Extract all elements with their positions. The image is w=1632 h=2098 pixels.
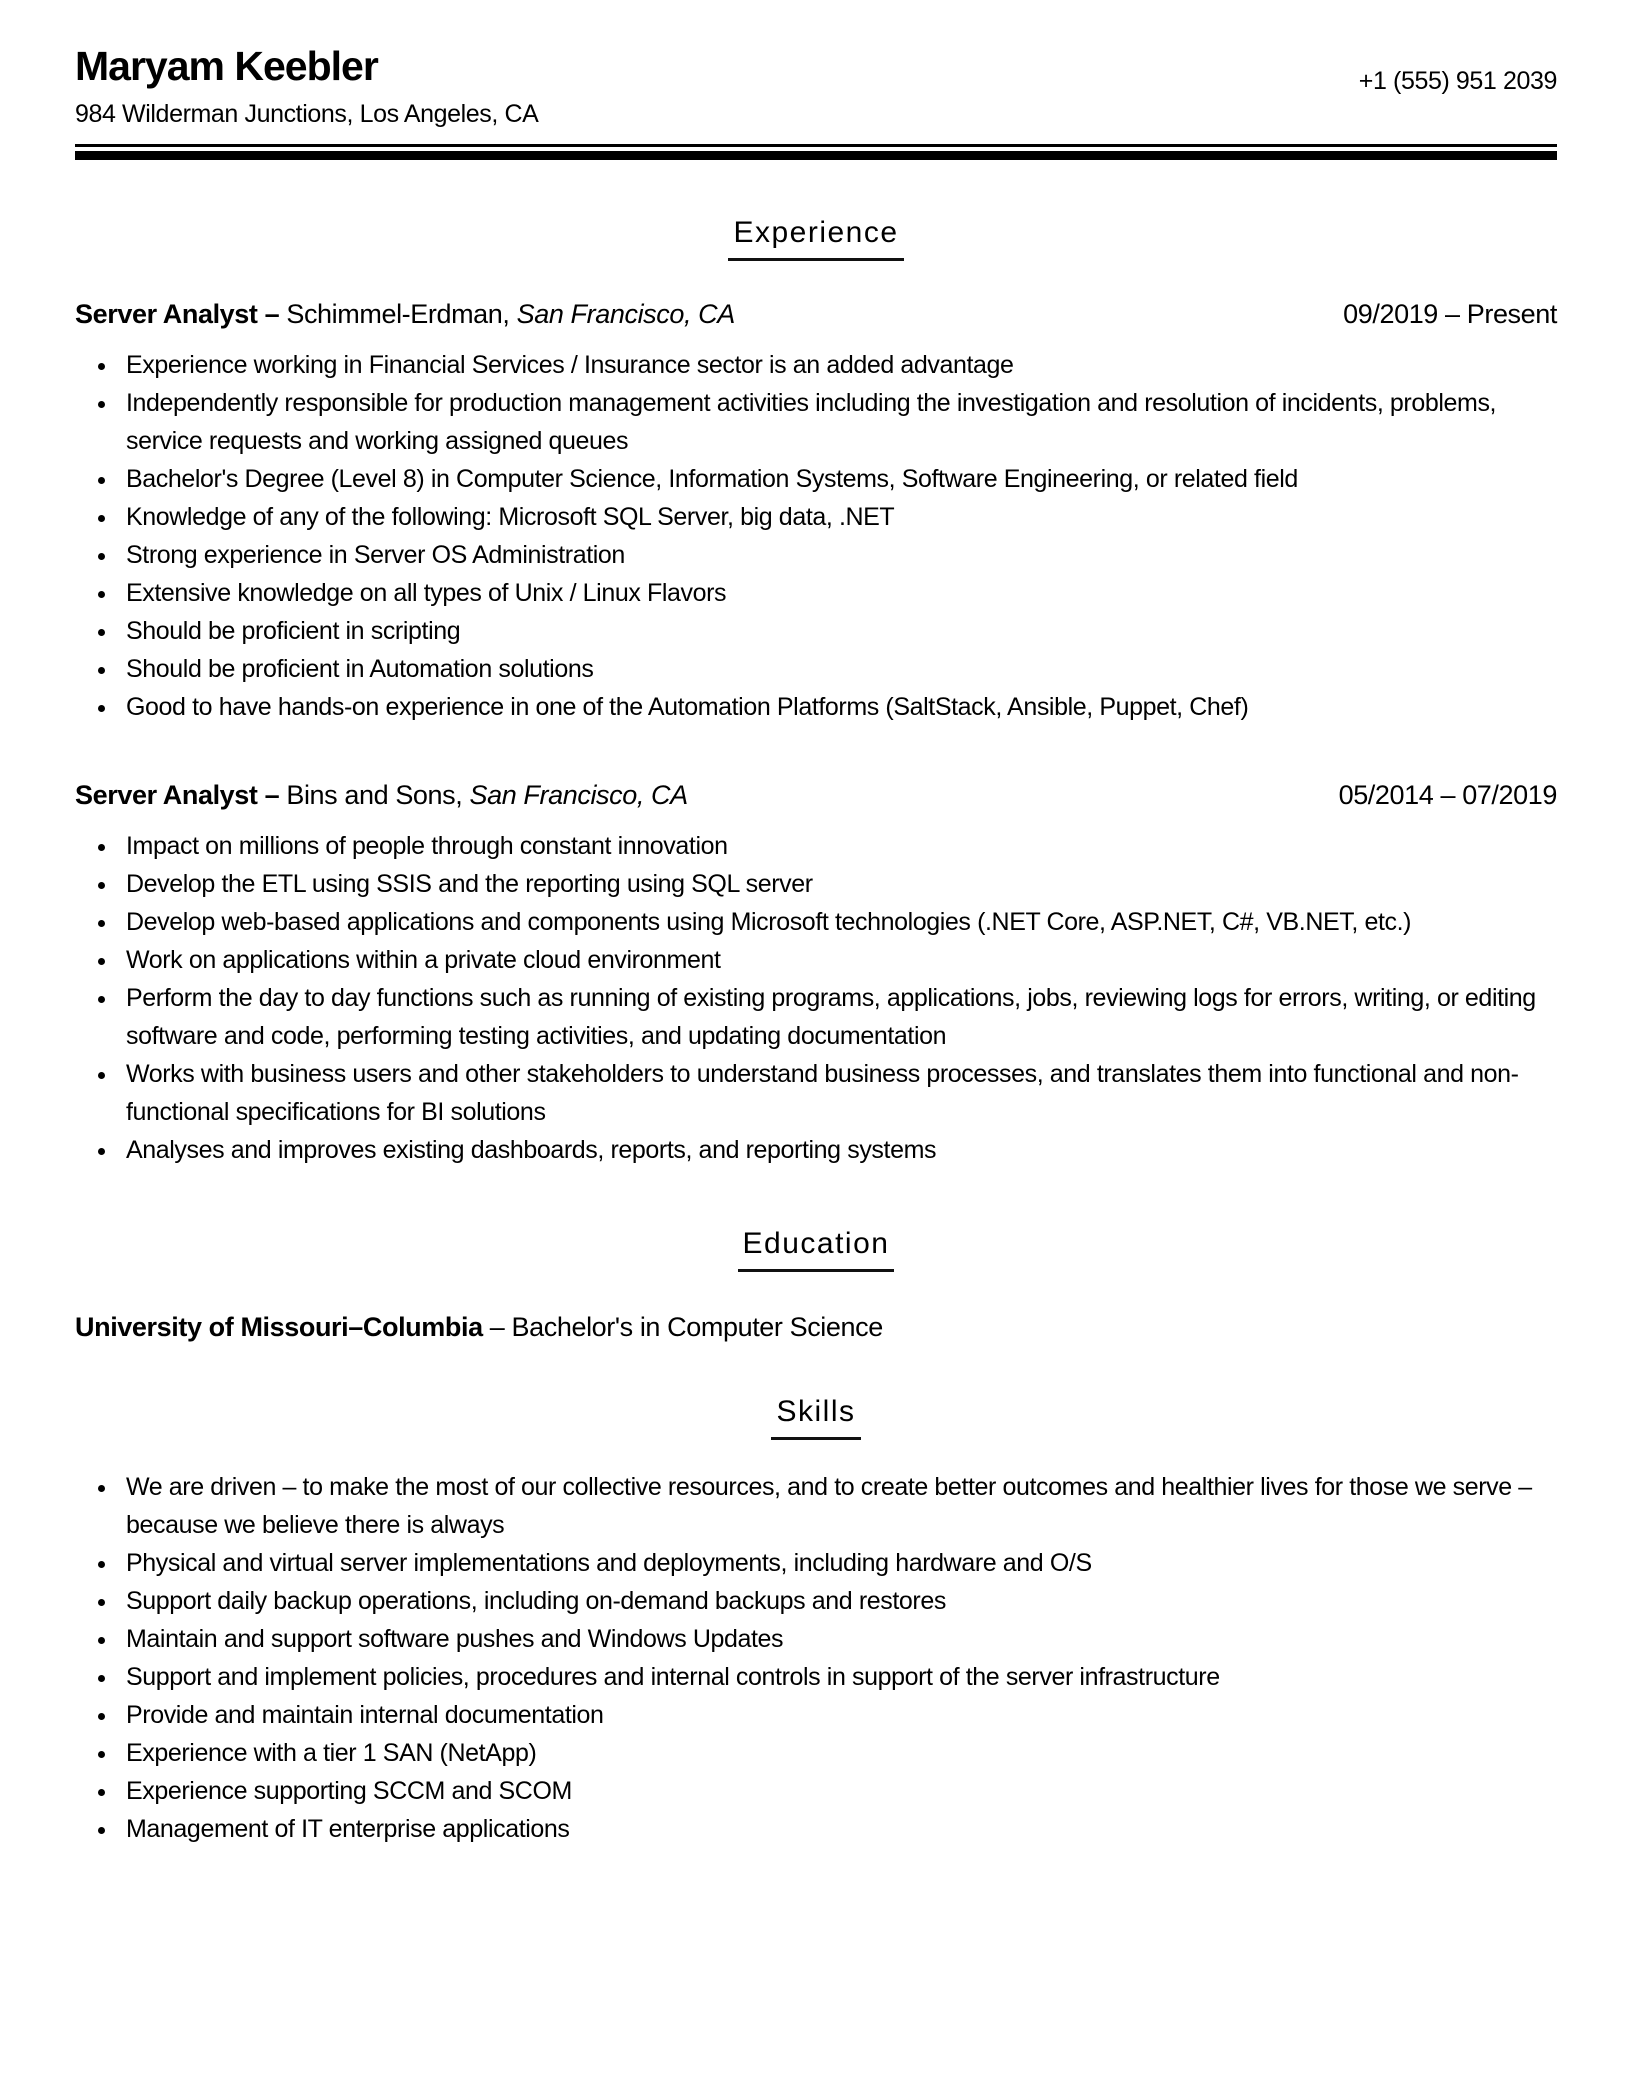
bullet-item: • Physical and virtual server implementations and deployments, including hardware and O/S [119,1544,1557,1582]
education-section-heading-wrap [75,1227,1557,1272]
bullet-item: • Support and implement policies, procedures and internal controls in support of the server infrastructure [119,1658,1557,1696]
job-bullet-list [75,827,1557,1169]
person-phone: +1 (555) 951 2039 [1358,67,1557,95]
bullet-item: • Work on applications within a private cloud environment [119,941,1557,979]
header-identity [75,44,538,131]
bullet-item: • Maintain and support software pushes and Windows Updates [119,1620,1557,1658]
resume-header [75,44,1557,131]
job-title [75,778,688,813]
bullet-item: • Extensive knowledge on all types of Unix / Linux Flavors [119,574,1557,612]
bullet-item: • Develop web-based applications and components using Microsoft technologies (.NET Core, ASP.NET, C#, VB.NET, etc.) [119,903,1557,941]
experience-section-heading-wrap [75,216,1557,261]
education-degree: – Bachelor's in Computer Science [489,1311,883,1342]
job-role: Server Analyst – [75,298,280,329]
bullet-item: • Bachelor's Degree (Level 8) in Computer Science, Information Systems, Software Engineering, or related field [119,460,1557,498]
bullet-item: • We are driven – to make the most of our collective resources, and to create better outcomes and healthier lives for those we serve – because we believe there is always [119,1468,1557,1544]
job-location: San Francisco, CA [469,779,688,810]
bullet-item: • Experience supporting SCCM and SCOM [119,1772,1557,1810]
job-header [75,778,1557,813]
bullet-item: • Analyses and improves existing dashboards, reports, and reporting systems [119,1131,1557,1169]
bullet-item: • Perform the day to day functions such as running of existing programs, applications, jobs, reviewing logs for errors, writing, or editing software and code, performing testing activities, and updating documentation [119,979,1557,1055]
skills-heading: Skills [771,1395,860,1440]
education-heading: Education [738,1227,895,1272]
bullet-item: • Strong experience in Server OS Administration [119,536,1557,574]
education-school: University of Missouri–Columbia [75,1311,483,1342]
bullet-item: • Experience working in Financial Services / Insurance sector is an added advantage [119,346,1557,384]
job-dates: 05/2014 – 07/2019 [1338,779,1557,810]
bullet-item: • Experience with a tier 1 SAN (NetApp) [119,1734,1557,1772]
job-location: San Francisco, CA [516,298,735,329]
bullet-item: • Develop the ETL using SSIS and the reporting using SQL server [119,865,1557,903]
bullet-item: • Knowledge of any of the following: Microsoft SQL Server, big data, .NET [119,498,1557,536]
bullet-item: • Provide and maintain internal documentation [119,1696,1557,1734]
skills-bullet-list [75,1468,1557,1848]
bullet-item: • Good to have hands-on experience in one of the Automation Platforms (SaltStack, Ansible, Puppet, Chef) [119,688,1557,726]
job-company: Bins and Sons, [286,779,463,810]
bullet-item: • Works with business users and other stakeholders to understand business processes, and translates them into functional and non-functional specifications for BI solutions [119,1055,1557,1131]
header-divider [75,144,1557,160]
job-dates: 09/2019 – Present [1343,298,1557,329]
education-entry [75,1310,1557,1345]
job-company: Schimmel-Erdman, [286,298,510,329]
bullet-item: • Should be proficient in scripting [119,612,1557,650]
experience-heading: Experience [728,216,903,261]
bullet-item: • Management of IT enterprise applications [119,1810,1557,1848]
person-name: Maryam Keebler [75,43,378,89]
person-address: 984 Wilderman Junctions, Los Angeles, CA [75,100,539,129]
bullet-item: • Should be proficient in Automation solutions [119,650,1557,688]
bullet-item: • Independently responsible for production management activities including the investigation and resolution of incidents, problems, service requests and working assigned queues [119,384,1557,460]
bullet-item: • Impact on millions of people through constant innovation [119,827,1557,865]
job-role: Server Analyst – [75,779,280,810]
job-header [75,297,1557,332]
bullet-item: • Support daily backup operations, including on-demand backups and restores [119,1582,1557,1620]
job-bullet-list [75,346,1557,726]
skills-section-heading-wrap [75,1395,1557,1440]
job-title [75,297,735,332]
